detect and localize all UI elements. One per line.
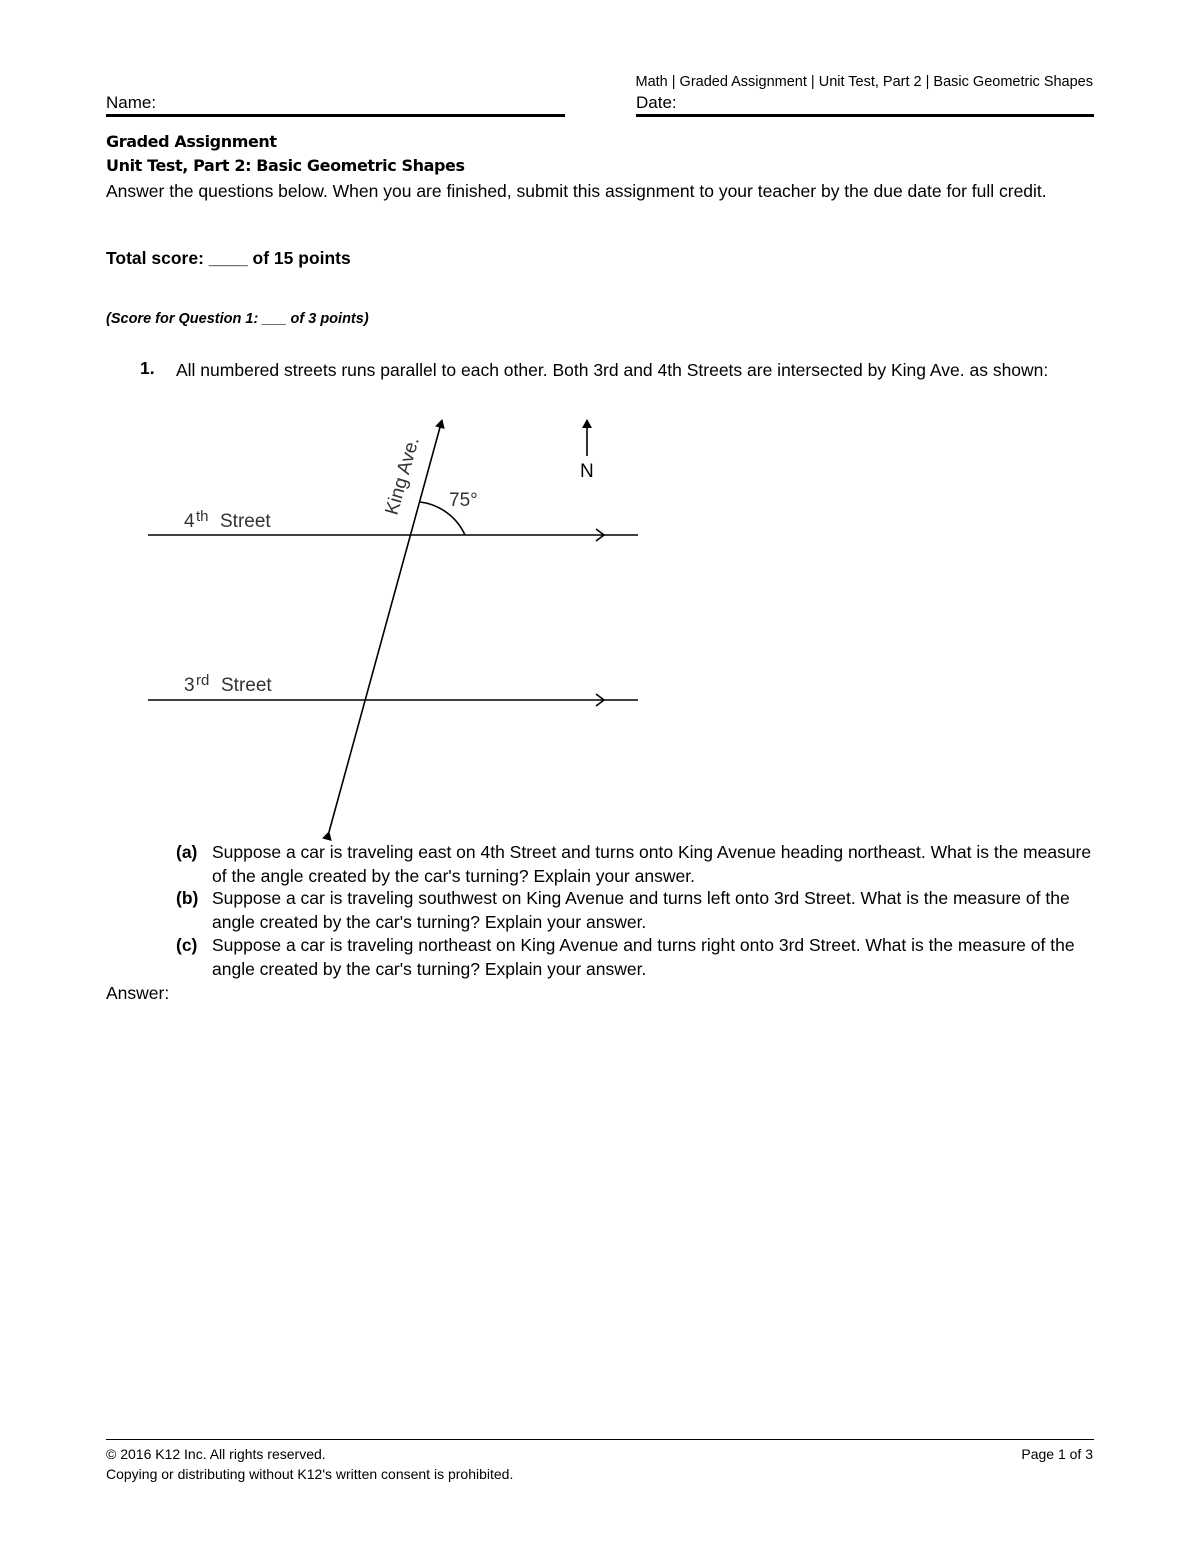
assignment-title: Graded Assignment [106, 132, 277, 151]
footer-copyright: © 2016 K12 Inc. All rights reserved. [106, 1446, 326, 1462]
footer-rule [106, 1439, 1094, 1440]
instructions: Answer the questions below. When you are finished, submit this assignment to your teacher by the due date for full credit. [106, 181, 1047, 201]
answer-label: Answer: [106, 983, 170, 1003]
question-1c-text: Suppose a car is traveling northeast on King Avenue and turns right onto 3rd Street. What is the measure of the angle created by the car's turning? Explain your answer. [212, 935, 1075, 979]
third-street-label-suffix: rd [196, 672, 210, 689]
question-1b-label: (b) [176, 888, 199, 908]
question-1b-text: Suppose a car is traveling southwest on King Avenue and turns left onto 3rd Street. What is the measure of the angle created by the car's turning? Explain your answer. [212, 888, 1070, 932]
fourth-street-label-word: Street [220, 511, 271, 532]
third-street-label [184, 672, 272, 696]
page-number: Page 1 of 3 [1021, 1446, 1093, 1462]
angle-label: 75° [449, 490, 478, 511]
date-label: Date: [636, 93, 677, 112]
fourth-street-label-suffix: th [196, 508, 209, 525]
question-1c-label: (c) [176, 935, 198, 955]
fourth-street-label [184, 508, 271, 532]
fourth-street-label-number: 4 [184, 511, 195, 532]
king-avenue-label: King Ave. [381, 434, 424, 518]
king-avenue-line [329, 420, 442, 832]
question-1-number: 1. [140, 358, 155, 378]
total-score: Total score: ____ of 15 points [106, 248, 351, 268]
third-street-label-word: Street [221, 675, 272, 696]
question-1-score: (Score for Question 1: ___ of 3 points) [106, 311, 369, 327]
footer-notice: Copying or distributing without K12's written consent is prohibited. [106, 1466, 514, 1482]
name-label: Name: [106, 93, 157, 112]
header-course-line: Math | Graded Assignment | Unit Test, Part 2 | Basic Geometric Shapes [635, 74, 1093, 90]
question-1a-text: Suppose a car is traveling east on 4th Street and turns onto King Avenue heading northeast. What is the measure of the angle created by the car's turning? Explain your answer. [212, 842, 1092, 886]
question-1a-label: (a) [176, 842, 198, 862]
north-label: N [580, 461, 594, 482]
third-street-label-number: 3 [184, 675, 195, 696]
question-1-prompt: All numbered streets runs parallel to each other. Both 3rd and 4th Streets are intersected by King Ave. as shown: [176, 360, 1049, 380]
assignment-subtitle: Unit Test, Part 2: Basic Geometric Shapes [106, 156, 465, 175]
